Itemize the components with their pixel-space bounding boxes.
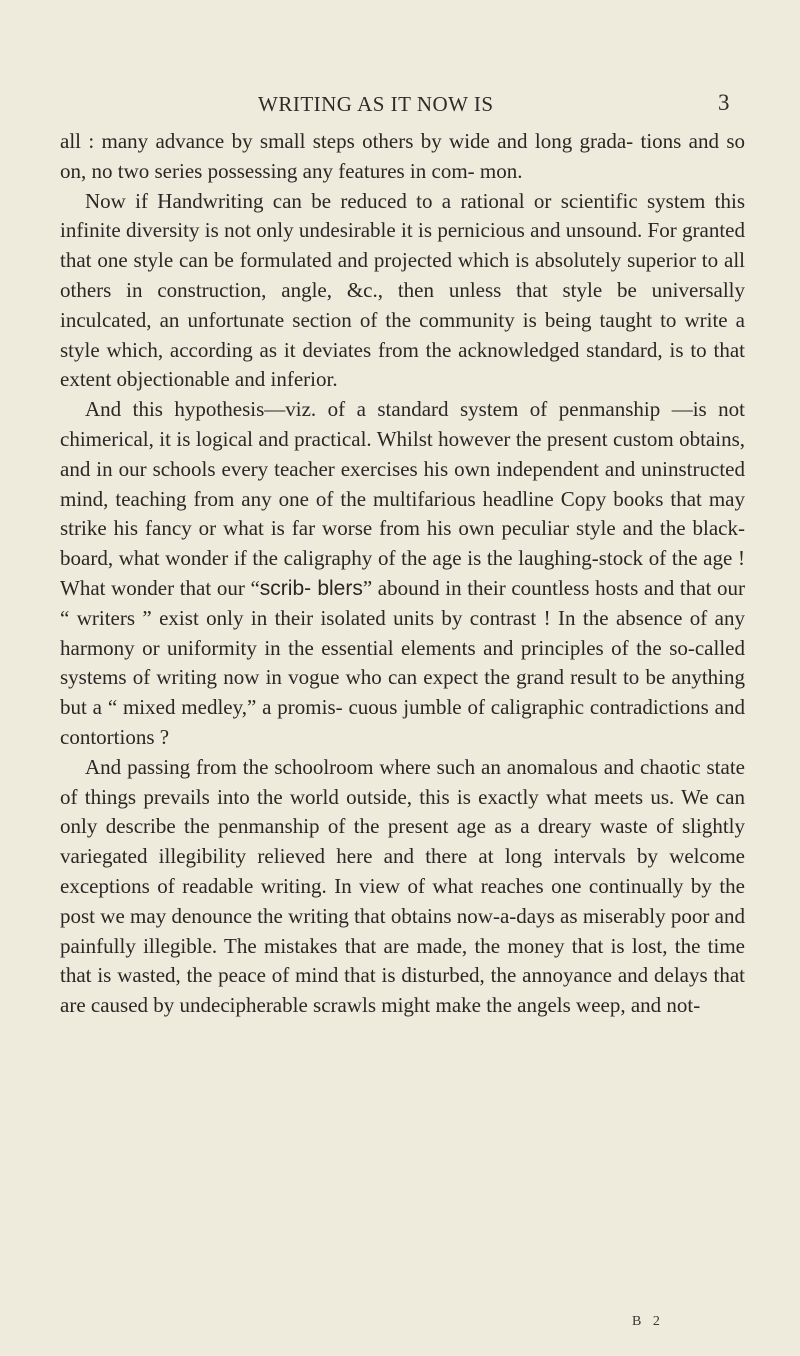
signature-mark: B 2 xyxy=(632,1314,664,1329)
paragraph-3-text-b: ” abound in their countless hosts and that our “ writers ” exist only in their isolated units by contrast ! In the absence of any harmony or uniformity in the essential elements and principles of the so-called systems of writing now in vogue who can expect the grand result to be anything but a “ mixed medley,” a promis- cuous jumble of caligraphic contradictions and contortions ? xyxy=(60,575,745,749)
paragraph-3-text-a: And this hypothesis—viz. of a standard system of penmanship —is not chimerical, it is logical and practical. Whilst however the present custom obtains, and in our schools every teacher exercises his own independent and uninstructed mind, teaching from any one of the multifarious headline Copy books that may strike his fancy or what is far worse from his own peculiar style and the black-board, what wonder if the caligraphy of the age is the laughing-stock of the age ! What wonder that our “ xyxy=(60,397,745,600)
running-head: WRITING AS IT NOW IS xyxy=(258,92,494,116)
body-text xyxy=(60,127,745,1021)
paragraph-3 xyxy=(60,395,745,753)
paragraph-2: Now if Handwriting can be reduced to a rational or scientific system this infinite diversity is not only undesirable it is pernicious and unsound. For granted that one style can be formulated and projected which is absolutely superior to all others in construction, angle, &c., then unless that style be universally inculcated, an unfortunate section of the community is being taught to write a style which, according as it deviates from the acknowledged standard, is to that extent objectionable and inferior. xyxy=(60,188,745,392)
paragraph-1: all : many advance by small steps others by wide and long grada- tions and so on, no two series possessing any features in com- mon. xyxy=(60,129,745,183)
paragraph-4: And passing from the schoolroom where such an anomalous and chaotic state of things prevails into the world outside, this is exactly what meets us. We can only describe the penmanship of the present age as a dreary waste of slightly variegated illegibility relieved here and there at long intervals by welcome exceptions of readable writing. In view of what reaches one continually by the post we may denounce the writing that obtains now-a-days as miserably poor and painfully illegible. The mistakes that are made, the money that is lost, the time that is wasted, the peace of mind that is disturbed, the annoyance and delays that are caused by undecipherable scrawls might make the angels weep, and not- xyxy=(60,754,745,1018)
scribblers-word: scrib- blers xyxy=(259,576,363,600)
page-number: 3 xyxy=(718,90,730,115)
